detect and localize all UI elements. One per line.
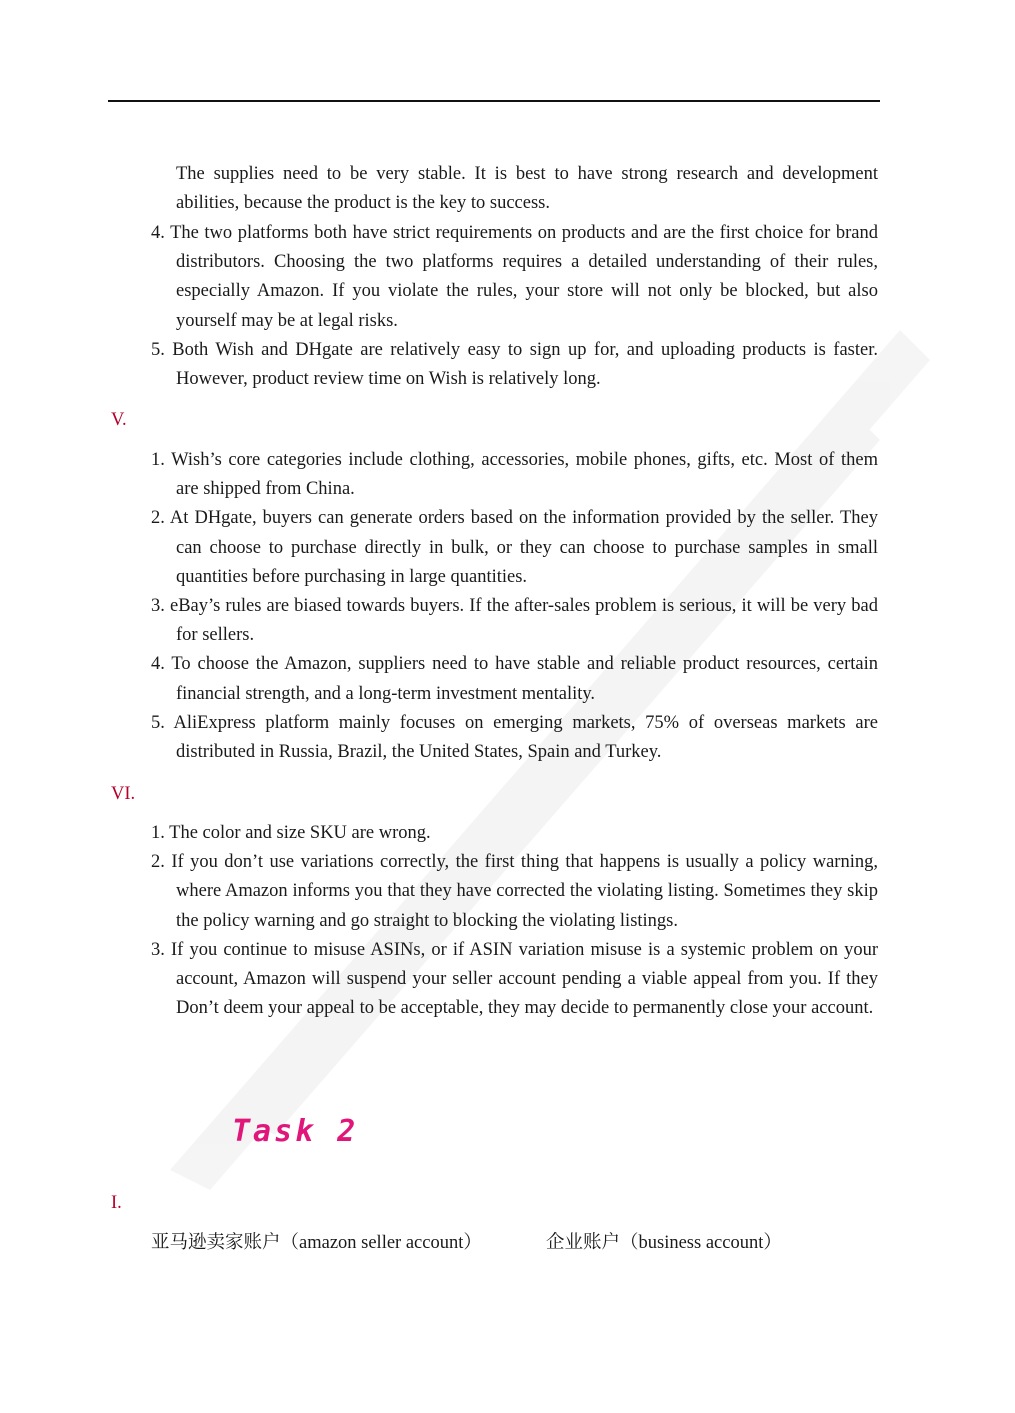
account-term-business: 企业账户（business account） <box>546 1233 782 1253</box>
header-rule <box>108 100 880 102</box>
intro-continuation: The supplies need to be very stable. It is best to have strong research and development abilities, because the product is the key to success. <box>176 164 878 214</box>
list-item: 1. Wish’s core categories include clothing, accessories, mobile phones, gifts, etc. Most of them are shipped from China. <box>151 450 878 500</box>
list-item: 5. AliExpress platform mainly focuses on emerging markets, 75% of overseas markets are distributed in Russia, Brazil, the United States, Spain and Turkey. <box>151 712 878 763</box>
section-vi-list <box>151 819 878 1023</box>
intro-continuation-block <box>151 160 878 218</box>
list-item: 1. The color and size SKU are wrong. <box>151 823 431 843</box>
section-heading-i: I. <box>111 1193 122 1213</box>
list-item: 2. At DHgate, buyers can generate orders based on the information provided by the seller. They can choose to purchase directly in bulk, or they can choose to purchase samples in small quantities before purchasing in large quantities. <box>151 508 878 587</box>
list-item: 3. If you continue to misuse ASINs, or if ASIN variation misuse is a systemic problem on your account, Amazon will suspend your seller account pending a viable appeal from you. If they Don’t deem your appeal to be acceptable, they may decide to permanently close your account. <box>151 939 878 1019</box>
list-item: 2. If you don’t use variations correctly, the first thing that happens is usually a policy warning, where Amazon informs you that they have corrected the violating listing. Sometimes they skip the policy warning and go straight to blocking the violating listings. <box>151 852 878 931</box>
list-item: 3. eBay’s rules are biased towards buyers. If the after-sales problem is serious, it will be very bad for sellers. <box>151 596 878 646</box>
list-item: 5. Both Wish and DHgate are relatively easy to sign up for, and uploading products is faster. However, product review time on Wish is relatively long. <box>151 339 878 390</box>
section-iv-list <box>151 219 878 394</box>
list-item: 4. The two platforms both have strict requirements on products and are the first choice for brand distributors. Choosing the two platforms requires a detailed understanding of their rules, especially Amazon. If you violate the rules, your store will not only be blocked, but also yourself may be at legal risks. <box>151 223 878 331</box>
section-v-list <box>151 446 878 767</box>
account-term-seller: 亚马逊卖家账户（amazon seller account） <box>151 1233 482 1253</box>
list-item: 4. To choose the Amazon, suppliers need to have stable and reliable product resources, certain financial strength, and a long-term investment mentality. <box>151 654 878 704</box>
task-title: Task 2 <box>232 1114 359 1149</box>
section-heading-v: V. <box>111 410 127 430</box>
section-heading-vi: VI. <box>111 784 136 804</box>
